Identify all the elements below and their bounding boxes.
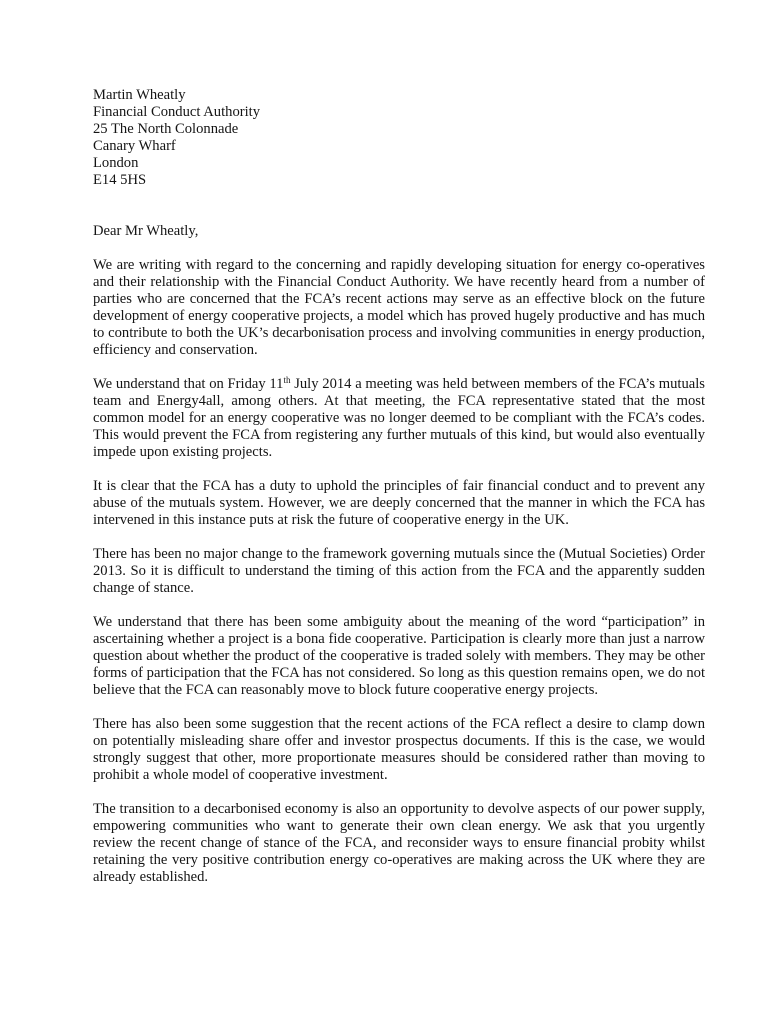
paragraph-6: There has also been some suggestion that the recent actions of the FCA reflect a desire to clamp down on potentially misleading share offer and investor prospectus documents. If this is the case, we would strongly suggest that other, more proportionate measures should be considered rather than moving to prohibit a whole model of cooperative investment.: [93, 716, 705, 783]
paragraph-2-rest: July 2014 a meeting was held between members of the FCA’s mutuals team and Energy4all, among others. At that meeting, the FCA representative stated that the most common model for an energy cooperative was no longer deemed to be compliant with the FCA’s codes. This would prevent the FCA from registering any further mutuals of this kind, but would also eventually impede upon existing projects.: [93, 376, 705, 460]
recipient-postcode: E14 5HS: [93, 172, 147, 188]
paragraph-2-start: We understand that on Friday 11: [93, 376, 284, 392]
recipient-area: Canary Wharf: [93, 138, 176, 154]
paragraph-5: We understand that there has been some ambiguity about the meaning of the word “participation” in ascertaining whether a project is a bona fide cooperative. Participation is clearly more than just a narrow question about whether the product of the cooperative is traded solely with members. They may be other forms of participation that the FCA has not considered. So long as this question remains open, we do not believe that the FCA can reasonably move to block future cooperative energy projects.: [93, 614, 705, 698]
paragraph-4: There has been no major change to the framework governing mutuals since the (Mutual Societies) Order 2013. So it is difficult to understand the timing of this action from the FCA and the apparently sudden change of stance.: [93, 546, 705, 596]
recipient-organisation: Financial Conduct Authority: [93, 104, 261, 120]
paragraph-7: The transition to a decarbonised economy is also an opportunity to devolve aspects of our power supply, empowering communities who want to generate their own clean energy. We ask that you urgently review the recent change of stance of the FCA, and reconsider ways to ensure financial probity whilst retaining the very positive contribution energy co-operatives are making across the UK where they are already established.: [93, 801, 705, 885]
paragraph-3: It is clear that the FCA has a duty to uphold the principles of fair financial conduct and to prevent any abuse of the mutuals system. However, we are deeply concerned that the manner in which the FCA has intervened in this instance puts at risk the future of cooperative energy in the UK.: [93, 478, 705, 528]
paragraph-2: [93, 376, 705, 461]
recipient-city: London: [93, 155, 139, 171]
letter-page: [93, 87, 705, 886]
recipient-name: Martin Wheatly: [93, 87, 186, 103]
salutation: Dear Mr Wheatly,: [93, 223, 199, 239]
paragraph-1: We are writing with regard to the concerning and rapidly developing situation for energy co-operatives and their relationship with the Financial Conduct Authority. We have recently heard from a number of parties who are concerned that the FCA’s recent actions may serve as an effective block on the future development of energy cooperative projects, a model which has proved hugely productive and has much to contribute to both the UK’s decarbonisation process and involving communities in energy production, efficiency and conservation.: [93, 257, 705, 358]
recipient-address: [93, 87, 705, 189]
ordinal-suffix: th: [283, 375, 291, 385]
recipient-street: 25 The North Colonnade: [93, 121, 239, 137]
